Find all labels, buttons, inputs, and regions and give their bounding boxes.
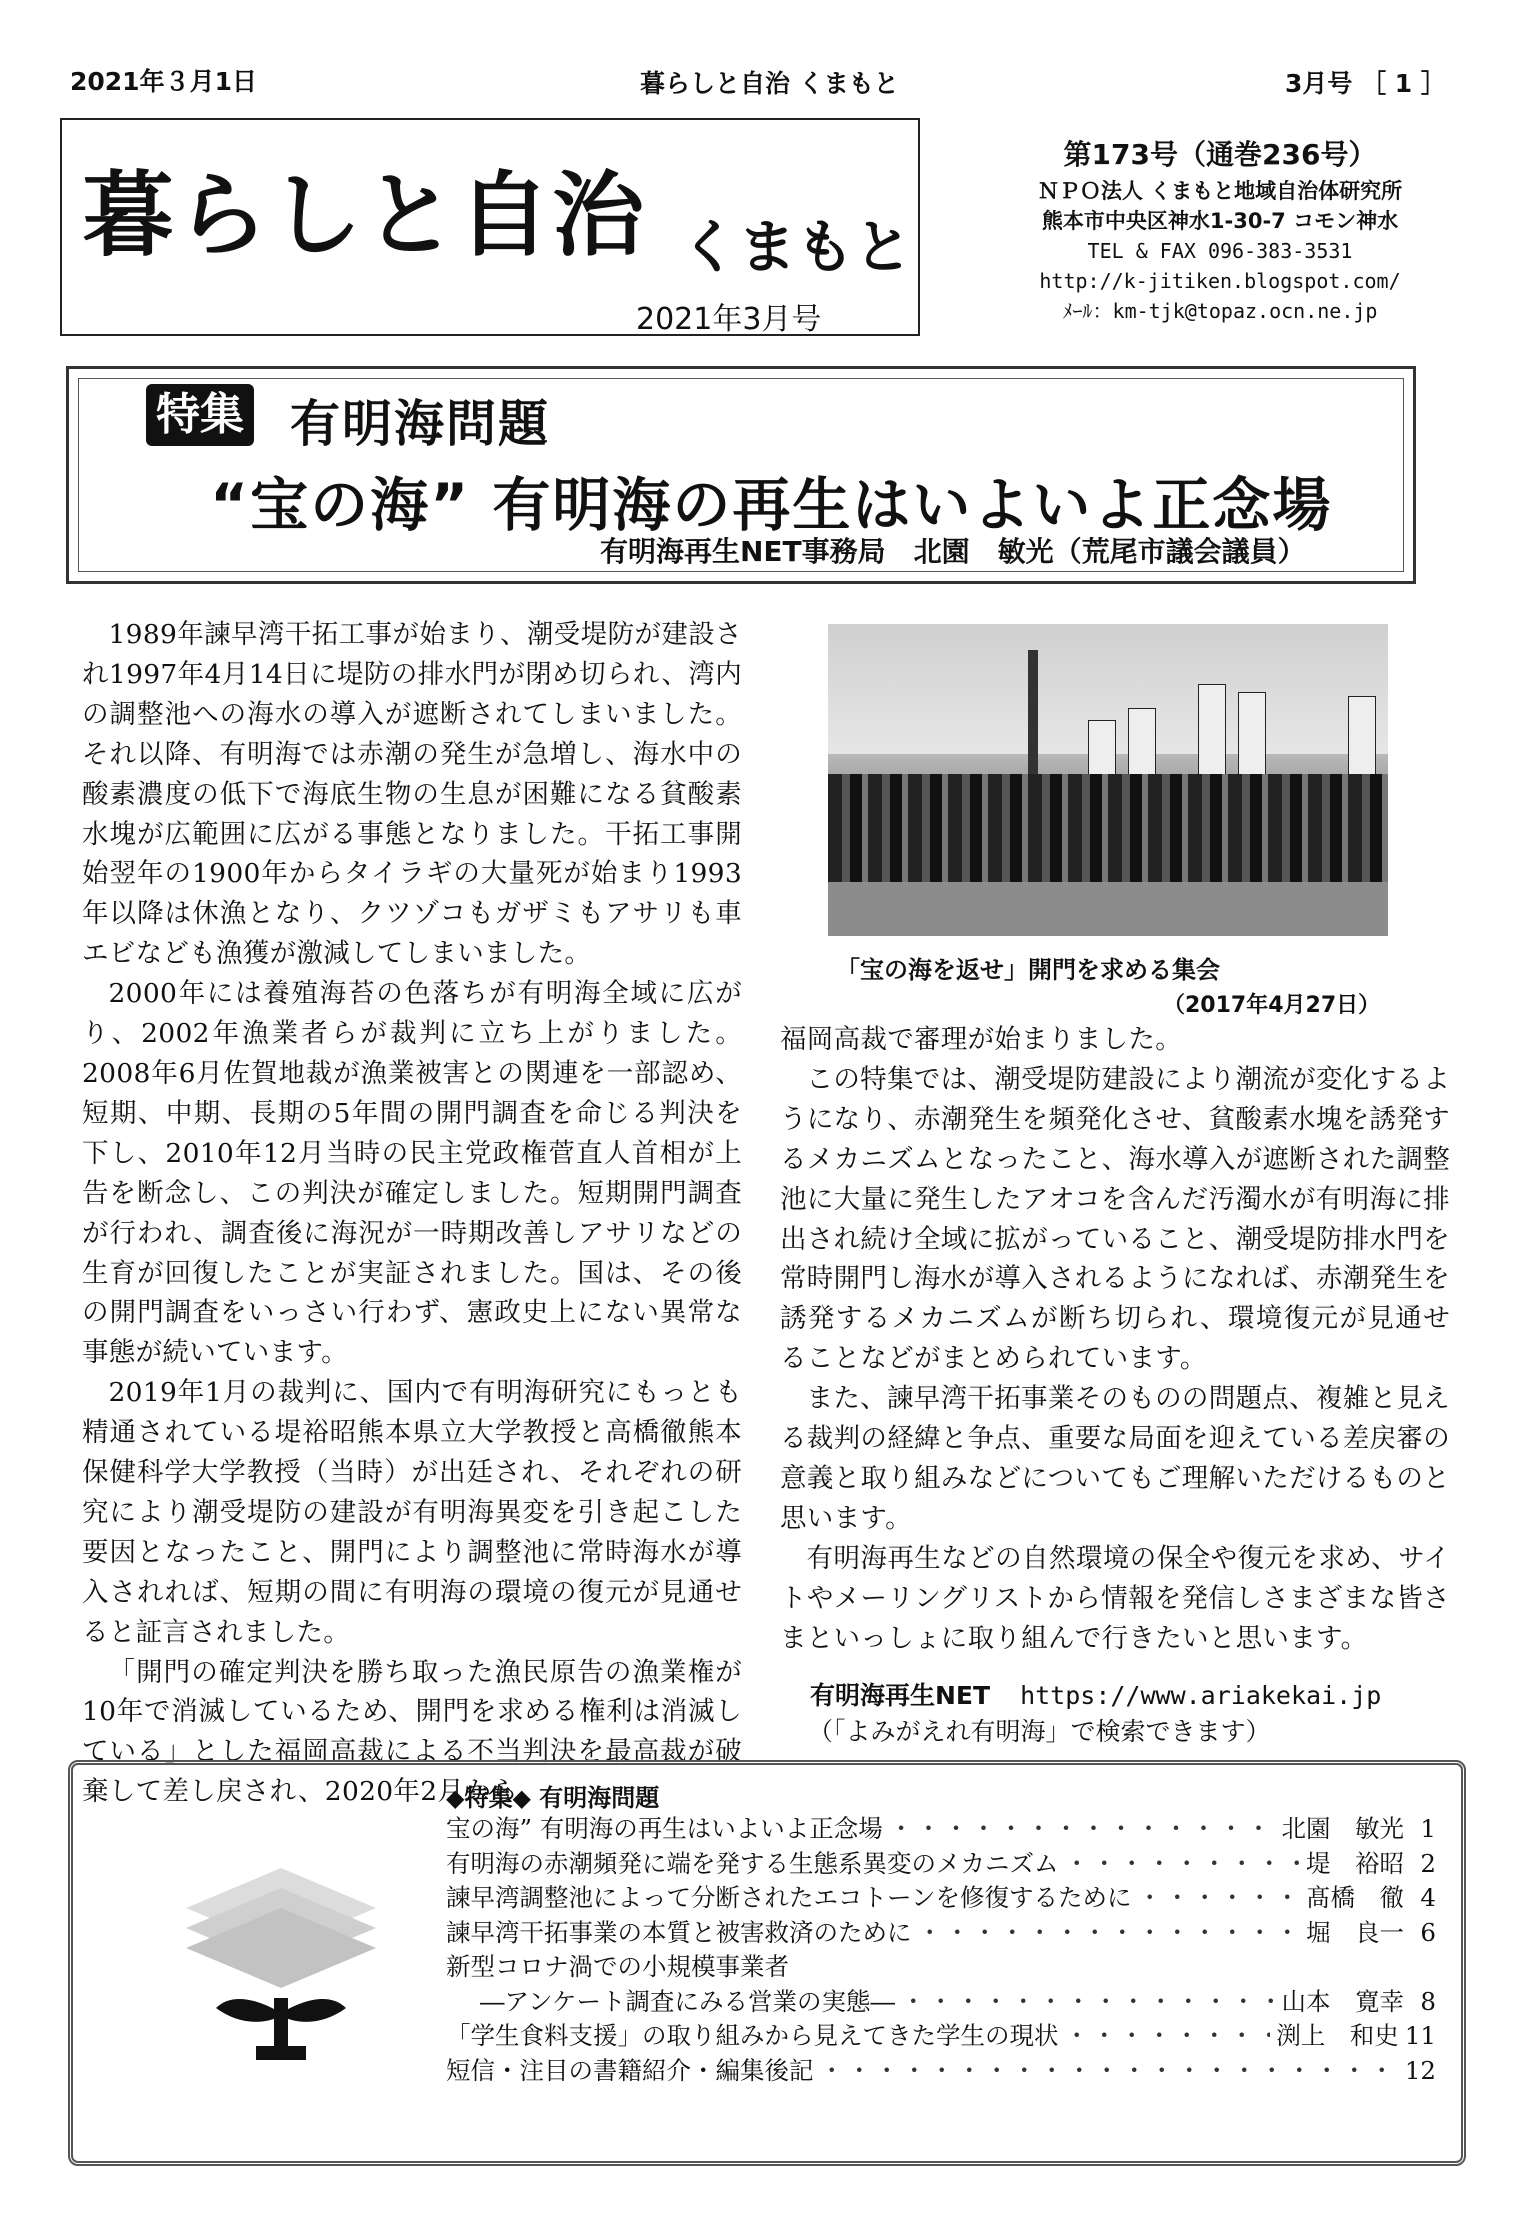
publisher-address: 熊本市中央区神水1-30-7 コモン神水 [1041,209,1399,233]
feature-title: 有明海問題 [290,395,550,453]
leader-dots [1065,1847,1301,1882]
contents-item[interactable] [446,1812,1436,1847]
contents-page: 6 [1420,1917,1436,1947]
paragraph: 「開門の確定判決を勝ち取った漁民原告の漁業権が10年で消滅しているため、開門を求める権利は消滅している」とした福岡高裁による不当判決を最高裁が破棄して差し戻され、2020年2月から [82,1656,742,1808]
contents-item[interactable] [446,2019,1436,2054]
publisher-mail[interactable]: ﾒｰﾙ：km-tjk@topaz.ocn.ne.jp [1062,299,1378,323]
masthead-title: 暮らしと自治 [82,161,647,269]
contents-title: 「学生食料支援」の取り組みから見えてきた学生の現状 [446,2021,1059,2050]
masthead-issue: 2021年3月号 [636,302,822,337]
contents-author: 堤 裕昭 [1306,1848,1404,1878]
article-right-column [780,1020,1450,1659]
paragraph: この特集では、潮受堤防建設により潮流が変化するようになり、赤潮発生を頻発化させ、貧酸素水塊を誘発するメカニズムとなったこと、海水導入が遮断された調整池に大量に発生したアオコを含んだ汚濁水が有明海に排出され続け全域に拡がっていること、潮受堤防排水門を常時開門し海水が導入されるようになれば、赤潮発生を誘発するメカニズムが断ち切られ、環境復元が見通せることなどがまとめられています。 [780,1063,1450,1375]
sprout-logo-icon [176,1848,386,2084]
issue-number: 第173号（通巻236号） [1063,138,1377,171]
contents-page: 1 [1420,1814,1436,1843]
masthead-subtitle: くまもと [680,213,913,281]
ariake-net-line [810,1676,1381,1712]
contents-author: 堀 良一 [1306,1917,1404,1947]
contents-item[interactable] [446,1881,1436,1916]
running-title: 暮らしと自治 くまもと [640,69,899,98]
ariake-net-url[interactable]: https://www.ariakekai.jp [1020,1681,1382,1710]
publisher-url[interactable]: http://k-jitiken.blogspot.com/ [1039,269,1401,293]
contents-page: 4 [1420,1883,1436,1912]
contents-title: 有明海の赤潮頻発に端を発する生態系異変のメカニズム [446,1848,1059,1878]
contents-author: 渕上 和史 [1276,2021,1399,2050]
contents-item[interactable] [446,1916,1436,1951]
contents-page: 11 [1404,2021,1436,2050]
photo-caption: 「宝の海を返せ」開門を求める集会 [836,956,1220,984]
paragraph: 福岡高裁で審理が始まりました。 [780,1024,1182,1055]
leader-dots [1138,1881,1300,1916]
contents-title: 短信・注目の書籍紹介・編集後記 [446,2055,814,2085]
leader-dots [1065,2019,1271,2054]
publisher-org: ＮＰＯ法人 くまもと地域自治体研究所 [1037,179,1403,203]
contents-author: 山本 寛幸 [1281,1986,1404,2016]
paragraph: 有明海再生などの自然環境の保全や復元を求め、サイトやメーリングリストから情報を発信しさまざまな皆さまといっしょに取り組んで行きたいと思います。 [780,1542,1450,1654]
leader-dots [918,1916,1301,1951]
article-left-column [82,615,742,1812]
paragraph: 2019年1月の裁判に、国内で有明海研究にもっとも精通されている堤裕昭熊本県立大学教授と高橋徹熊本保健科学大学教授（当時）が出廷され、それぞれの研究により潮受堤防の建設が有明海異変を引き起こした要因となったこと、開門により調整池に常時海水が導入されれば、短期の間に有明海の環境の復元が見通せると証言されました。 [82,1377,742,1648]
contents-title: 宝の海” 有明海の再生はいよいよ正念場 [446,1814,883,1843]
contents-item[interactable] [446,1847,1436,1882]
paragraph: 2000年には養殖海苔の色落ちが有明海全域に広がり、2002年漁業者らが裁判に立ち上がりました。2008年6月佐賀地裁が漁業被害との関連を一部認め、短期、中期、長期の5年間の開門調査を命じる判決を下し、2010年12月当時の民主党政権菅直人首相が上告を断念し、この判決が確定しました。短期開門調査が行われ、調査後に海況が一時期改善しアサリなどの生育が回復したことが実証されました。国は、その後の開門調査をいっさい行わず、憲政史上にない異常な事態が続いています。 [82,978,742,1369]
rally-photo [828,624,1388,936]
photo-crowd [828,774,1388,884]
contents-title: ―アンケート調査にみる営業の実態― [480,1986,896,2016]
contents-author: 髙橋 徹 [1306,1883,1404,1912]
feature-headline: “宝の海” 有明海の再生はいよいよ正念場 [210,471,1333,539]
contents-title: 諫早湾調整池によって分断されたエコトーンを修復するために [446,1883,1132,1912]
photo-ground [828,882,1388,936]
contents-page: 12 [1404,2055,1436,2085]
page-date: 2021年３月1日 [70,67,257,96]
contents-heading: ◆特集◆ 有明海問題 [446,1784,660,1812]
contents-title: 新型コロナ渦での小規模事業者 [446,1952,789,1981]
leader-dots [889,1812,1276,1847]
contents-item[interactable] [446,1985,1436,2020]
issue-page: 3月号 ［ 1 ］ [1285,69,1446,98]
leader-dots [820,2054,1399,2089]
contents-title: 諫早湾干拓事業の本質と被害救済のために [446,1917,912,1947]
contents-item[interactable] [446,1950,1436,1985]
ariake-search-note: （「よみがえれ有明海」で検索できます） [808,1717,1271,1746]
contents-list [446,1812,1436,2088]
contents-item[interactable] [446,2054,1436,2089]
leader-dots [901,1985,1275,2020]
contents-author: 北園 敏光 [1281,1814,1404,1843]
feature-author: 有明海再生NET事務局 北園 敏光（荒尾市議会議員） [600,535,1306,568]
ariake-net-name: 有明海再生NET [810,1681,991,1710]
photo-date: （2017年4月27日） [1163,993,1381,1018]
contents-page: 2 [1420,1848,1436,1878]
publisher-tel: TEL & FAX 096-383-3531 [1087,239,1353,263]
feature-badge: 特集 [146,384,254,446]
paragraph: また、諫早湾干拓事業そのものの問題点、複雑と見える裁判の経緯と争点、重要な局面を迎えている差戻審の意義と取り組みなどについてもご理解いただけるものと思います。 [780,1383,1450,1534]
contents-page: 8 [1420,1986,1436,2016]
publisher-info [940,134,1500,326]
paragraph: 1989年諫早湾干拓工事が始まり、潮受堤防が建設され1997年4月14日に堤防の排水門が閉め切られ、湾内の調整池への海水の導入が遮断されてしまいました。それ以降、有明海では赤潮の発生が急増し、海水中の酸素濃度の低下で海底生物の生息が困難になる貧酸素水塊が広範囲に広がる事態となりました。干拓工事開始翌年の1900年からタイラギの大量死が始まり1993年以降は休漁となり、クツゾコもガザミもアサリも車エビなども漁獲が激減してしまいました。 [82,619,742,970]
